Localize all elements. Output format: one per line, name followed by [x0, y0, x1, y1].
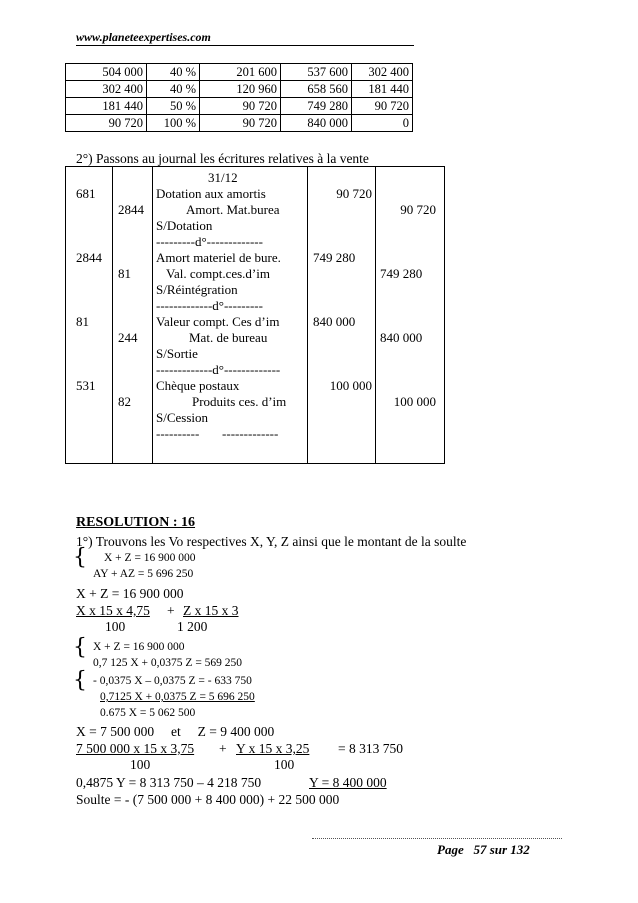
- debit-amount: 749 280: [313, 250, 356, 265]
- debit-account: 531: [76, 378, 96, 393]
- entry-label: S/Sortie: [156, 346, 198, 361]
- credit-amount: 100 000: [393, 394, 436, 409]
- equation: 0.675 X = 5 062 500: [100, 707, 196, 719]
- table-cell: 40 %: [147, 81, 200, 98]
- brace-icon: {: [73, 635, 87, 660]
- resolution-title: RESOLUTION : 16: [76, 515, 196, 530]
- equation: Soulte = - (7 500 000 + 8 400 000) + 22 500 000: [76, 792, 340, 807]
- operator: +: [219, 741, 227, 756]
- journal-divider: [152, 166, 153, 464]
- table-cell: 90 720: [200, 98, 281, 115]
- equation-numerator: Y x 15 x 3,25: [236, 741, 310, 756]
- debit-amount: 90 720: [336, 186, 372, 201]
- entry-label: Dotation aux amortis: [156, 186, 266, 201]
- entry-label: Chèque postaux: [156, 378, 240, 393]
- table-cell: 749 280: [281, 98, 352, 115]
- equation: X + Z = 16 900 000: [76, 586, 184, 601]
- entry-label: Valeur compt. Ces d’im: [156, 314, 280, 329]
- credit-amount: 840 000: [380, 330, 423, 345]
- journal-divider: [112, 166, 113, 464]
- table-cell: 658 560: [281, 81, 352, 98]
- table-cell: 840 000: [281, 115, 352, 132]
- table-cell: 504 000: [66, 64, 147, 81]
- equation-result: = 8 313 750: [338, 741, 403, 756]
- footer-rule: [312, 838, 562, 839]
- equation-denominator: 1 200: [177, 619, 208, 634]
- equation: AY + AZ = 5 696 250: [93, 568, 194, 580]
- table-row: [66, 98, 413, 115]
- debit-amount: 840 000: [313, 314, 356, 329]
- entry-label: Val. compt.ces.d’im: [166, 266, 270, 281]
- equation-numerator: Z x 15 x 3: [183, 603, 239, 618]
- equation-denominator: 100: [130, 757, 151, 772]
- header-rule: [76, 45, 414, 46]
- table-cell: 50 %: [147, 98, 200, 115]
- debit-account: 81: [76, 314, 89, 329]
- entry-label: S/Réintégration: [156, 282, 238, 297]
- entry-separator: -------------d°-------------: [156, 362, 281, 377]
- entry-label: Amort materiel de bure.: [156, 250, 281, 265]
- debit-amount: 100 000: [329, 378, 372, 393]
- equation-denominator: 100: [105, 619, 126, 634]
- table-cell: 201 600: [200, 64, 281, 81]
- equation: 0,4875 Y = 8 313 750 – 4 218 750: [76, 775, 262, 790]
- brace-icon: {: [73, 668, 87, 693]
- equation: X + Z = 16 900 000: [93, 641, 185, 653]
- entry-label: Mat. de bureau: [189, 330, 268, 345]
- debit-account: 2844: [76, 250, 102, 265]
- equation-numerator: X x 15 x 4,75: [76, 603, 150, 618]
- debit-account: 681: [76, 186, 96, 201]
- resolution-subtitle: 1°) Trouvons les Vo respectives X, Y, Z ainsi que le montant de la soulte: [76, 534, 467, 549]
- table-cell: 100 %: [147, 115, 200, 132]
- table-row: [66, 64, 413, 81]
- table-row: [66, 115, 413, 132]
- journal-divider: [307, 166, 308, 464]
- equation-numerator: 7 500 000 x 15 x 3,75: [76, 741, 195, 756]
- journal-title: 2°) Passons au journal les écritures relatives à la vente: [76, 151, 369, 166]
- table-cell: 90 720: [352, 98, 413, 115]
- table-cell: 302 400: [66, 81, 147, 98]
- amortization-table: [65, 63, 413, 132]
- credit-account: 81: [118, 266, 131, 281]
- table-cell: 40 %: [147, 64, 200, 81]
- entry-label: Amort. Mat.burea: [186, 202, 280, 217]
- entry-label: S/Cession: [156, 410, 209, 425]
- equation: 0,7125 X + 0,0375 Z = 5 696 250: [100, 691, 255, 703]
- table-cell: 181 440: [66, 98, 147, 115]
- equation-result: Y = 8 400 000: [309, 775, 387, 790]
- equation: X + Z = 16 900 000: [104, 552, 196, 564]
- credit-amount: 749 280: [380, 266, 423, 281]
- entry-label: S/Dotation: [156, 218, 213, 233]
- equation: - 0,0375 X – 0,0375 Z = - 633 750: [93, 675, 252, 687]
- journal-date: 31/12: [208, 170, 238, 185]
- entry-separator: ---------d°-------------: [156, 234, 263, 249]
- credit-account: 244: [118, 330, 138, 345]
- equation: X = 7 500 000 et Z = 9 400 000: [76, 724, 275, 739]
- table-cell: 181 440: [352, 81, 413, 98]
- equation: 0,7 125 X + 0,0375 Z = 569 250: [93, 657, 243, 669]
- credit-amount: 90 720: [400, 202, 436, 217]
- entry-label: Produits ces. d’im: [192, 394, 287, 409]
- page-number: Page 57 sur 132: [437, 842, 530, 857]
- credit-account: 82: [118, 394, 131, 409]
- brace-icon: {: [73, 545, 87, 570]
- table-cell: 90 720: [66, 115, 147, 132]
- table-cell: 0: [352, 115, 413, 132]
- table-row: [66, 81, 413, 98]
- entry-separator: -------------d°---------: [156, 298, 263, 313]
- table-cell: 302 400: [352, 64, 413, 81]
- table-cell: 90 720: [200, 115, 281, 132]
- operator: +: [167, 603, 175, 618]
- credit-account: 2844: [118, 202, 144, 217]
- entry-separator: ---------- -------------: [156, 426, 279, 441]
- table-cell: 120 960: [200, 81, 281, 98]
- equation-denominator: 100: [274, 757, 295, 772]
- table-cell: 537 600: [281, 64, 352, 81]
- site-header: www.planeteexpertises.com: [76, 30, 211, 44]
